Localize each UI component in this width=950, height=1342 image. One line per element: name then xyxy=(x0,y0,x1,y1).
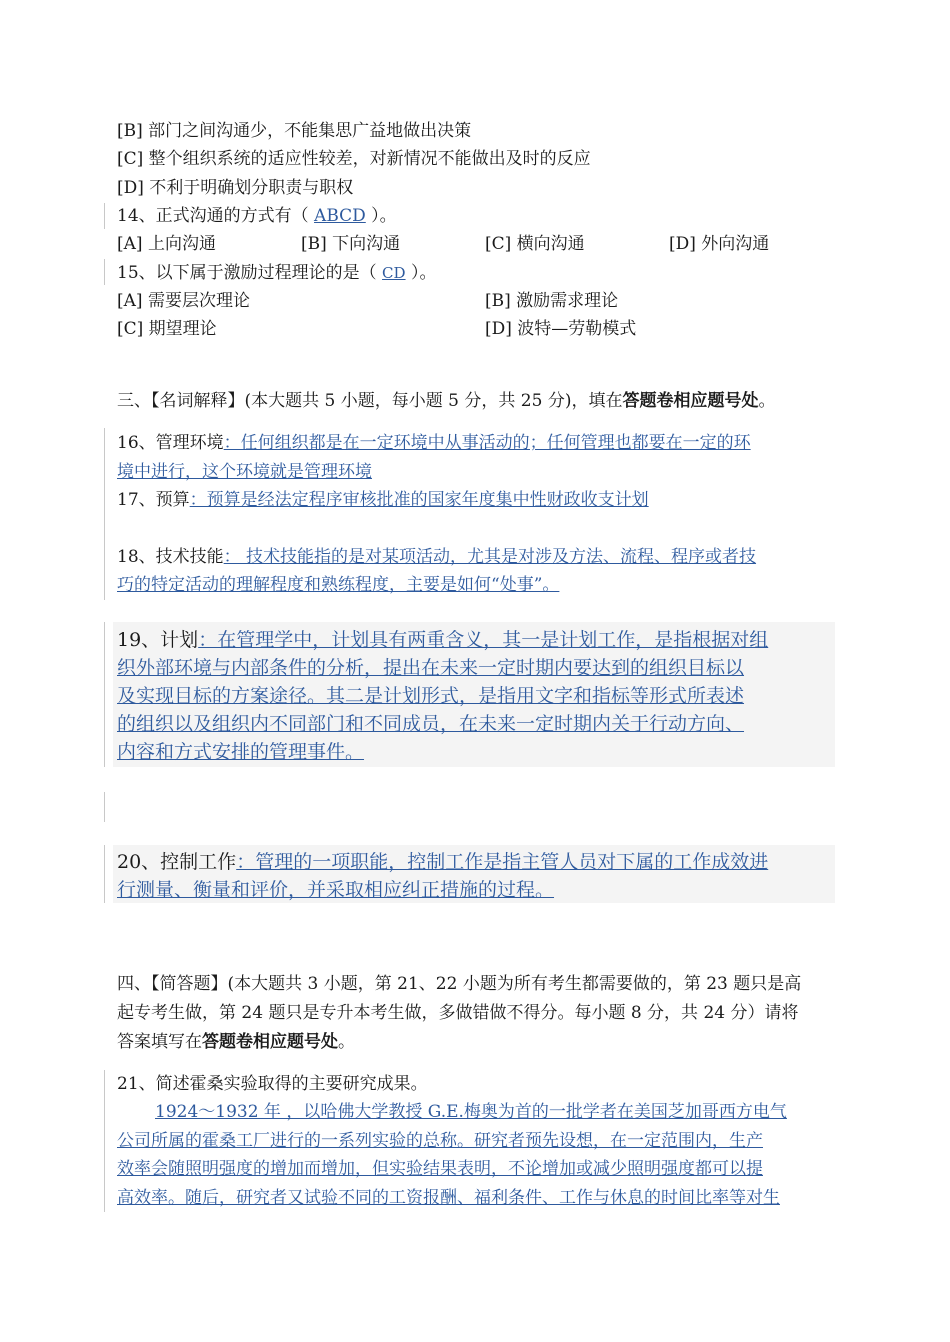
revision-bar xyxy=(104,203,105,229)
section-3-prefix: 三、【名词解释】(本大题共 5 小题，每小题 5 分，共 25 分)，填在 xyxy=(117,391,623,411)
section-3-bold: 答题卷相应题号处 xyxy=(622,391,759,411)
q21-stem: 21、简述霍桑实验取得的主要研究成果。 xyxy=(117,1074,428,1094)
q15-stem-suffix: ）。 xyxy=(405,263,437,283)
q14-option-a: [A] 上向沟通 xyxy=(117,234,216,254)
q19-line-2 xyxy=(117,654,744,682)
q16-line-1 xyxy=(117,432,751,454)
section-4-line-3 xyxy=(117,1031,355,1053)
q19-line-3 xyxy=(117,682,744,710)
q16-definition: ：任何组织都是在一定环境中从事活动的；任何管理也都要在一定的环 xyxy=(223,433,751,453)
section-4-line-2: 起专考生做，第 24 题只是专升本考生做，多做错做不得分。每小题 8 分，共 24 分）请将 xyxy=(117,1003,799,1023)
q20-line-1 xyxy=(117,848,768,876)
q18-definition-cont: 巧的特定活动的理解程度和熟练程度，主要是如何“处事”。 xyxy=(117,575,560,595)
q18-term: 18、技术技能 xyxy=(117,547,224,567)
revision-bar xyxy=(104,792,105,822)
revision-bar xyxy=(104,1070,105,1212)
q18-definition: ： 技术技能指的是对某项活动，尤其是对涉及方法、流程、程序或者技 xyxy=(223,547,757,567)
q14-answer: ABCD xyxy=(314,206,366,226)
section-4-line-1: 四、【简答题】(本大题共 3 小题，第 21、22 小题为所有考生都需要做的，第 23 题只是高 xyxy=(117,974,802,994)
revision-bar xyxy=(104,845,105,903)
q20-def-1: ：管理的一项职能，控制工作是指主管人员对下属的工作成效进 xyxy=(236,851,769,873)
q14-stem-prefix: 14、正式沟通的方式有（ xyxy=(117,206,315,226)
section-3-heading xyxy=(117,390,775,412)
q19-line-4 xyxy=(117,710,744,738)
q21-answer-text-3: 效率会随照明强度的增加而增加，但实验结果表明，不论增加或减少照明强度都可以提 xyxy=(117,1159,763,1179)
option-b: [B] 部门之间沟通少，不能集思广益地做出决策 xyxy=(117,121,472,141)
option-d: [D] 不利于明确划分职责与职权 xyxy=(117,178,354,198)
q19-term: 19、计划 xyxy=(117,629,199,651)
revision-bar xyxy=(104,259,105,285)
q17 xyxy=(117,489,649,511)
q21-answer-text-4: 高效率。随后，研究者又试验不同的工资报酬、福利条件、工作与休息的时间比率等对生 xyxy=(117,1188,780,1208)
q21-answer-2 xyxy=(117,1130,763,1152)
q17-definition: ：预算是经法定程序审核批准的国家年度集中性财政收支计划 xyxy=(189,490,649,510)
section-4-suffix: 。 xyxy=(338,1032,355,1052)
q20-term: 20、控制工作 xyxy=(117,851,237,873)
q15-option-d: [D] 波特—劳勒模式 xyxy=(485,319,637,339)
q18-line-2 xyxy=(117,574,559,596)
q21-answer-4 xyxy=(117,1187,780,1209)
q21-answer-1 xyxy=(155,1101,787,1123)
q16-definition-cont: 境中进行，这个环境就是管理环境 xyxy=(117,462,372,482)
q15-option-c: [C] 期望理论 xyxy=(117,319,217,339)
section-3-suffix: 。 xyxy=(758,391,776,411)
q19-def-1: ：在管理学中，计划具有两重含义，其一是计划工作，是指根据对组 xyxy=(198,629,769,651)
section-4-bold: 答题卷相应题号处 xyxy=(202,1032,338,1052)
q19-line-5 xyxy=(117,738,364,766)
q19-line-1 xyxy=(117,626,768,654)
q14-option-d: [D] 外向沟通 xyxy=(669,234,770,254)
revision-bar xyxy=(104,428,105,600)
q16-term: 16、管理环境 xyxy=(117,433,224,453)
q20-def-2: 行测量、衡量和评价，并采取相应纠正措施的过程。 xyxy=(117,879,555,901)
q19-def-4: 的组织以及组织内不同部门和不同成员，在未来一定时期内关于行动方向、 xyxy=(117,713,745,735)
q19-def-3: 及实现目标的方案途径。其二是计划形式，是指用文字和指标等形式所表述 xyxy=(117,685,745,707)
q19-def-2: 织外部环境与内部条件的分析，提出在未来一定时期内要达到的组织目标以 xyxy=(117,657,745,679)
q20-line-2 xyxy=(117,876,554,904)
q21-answer-3 xyxy=(117,1158,763,1180)
q19-def-5: 内容和方式安排的管理事件。 xyxy=(117,741,365,763)
q16-line-2 xyxy=(117,461,372,483)
q18-line-1 xyxy=(117,546,756,568)
q21-answer-text-2: 公司所属的霍桑工厂进行的一系列实验的总称。研究者预先设想，在一定范围内，生产 xyxy=(117,1131,763,1151)
section-4-prefix: 答案填写在 xyxy=(117,1032,202,1052)
question-15 xyxy=(117,262,436,284)
q15-option-a: [A] 需要层次理论 xyxy=(117,291,250,311)
option-c: [C] 整个组织系统的适应性较差，对新情况不能做出及时的反应 xyxy=(117,149,591,169)
q15-answer: CD xyxy=(382,264,406,282)
q14-option-b: [B] 下向沟通 xyxy=(301,234,401,254)
q21-answer-text-1: 1924～1932 年 ，以哈佛大学教授 G.E.梅奥为首的一批学者在美国芝加哥西方电气 xyxy=(155,1102,787,1122)
q15-stem-prefix: 15、以下属于激励过程理论的是（ xyxy=(117,263,383,283)
q17-term: 17、预算 xyxy=(117,490,190,510)
q14-stem-suffix: ）。 xyxy=(365,206,397,226)
question-14 xyxy=(117,205,397,227)
q15-option-b: [B] 激励需求理论 xyxy=(485,291,619,311)
revision-bar xyxy=(104,622,105,767)
q14-option-c: [C] 横向沟通 xyxy=(485,234,585,254)
